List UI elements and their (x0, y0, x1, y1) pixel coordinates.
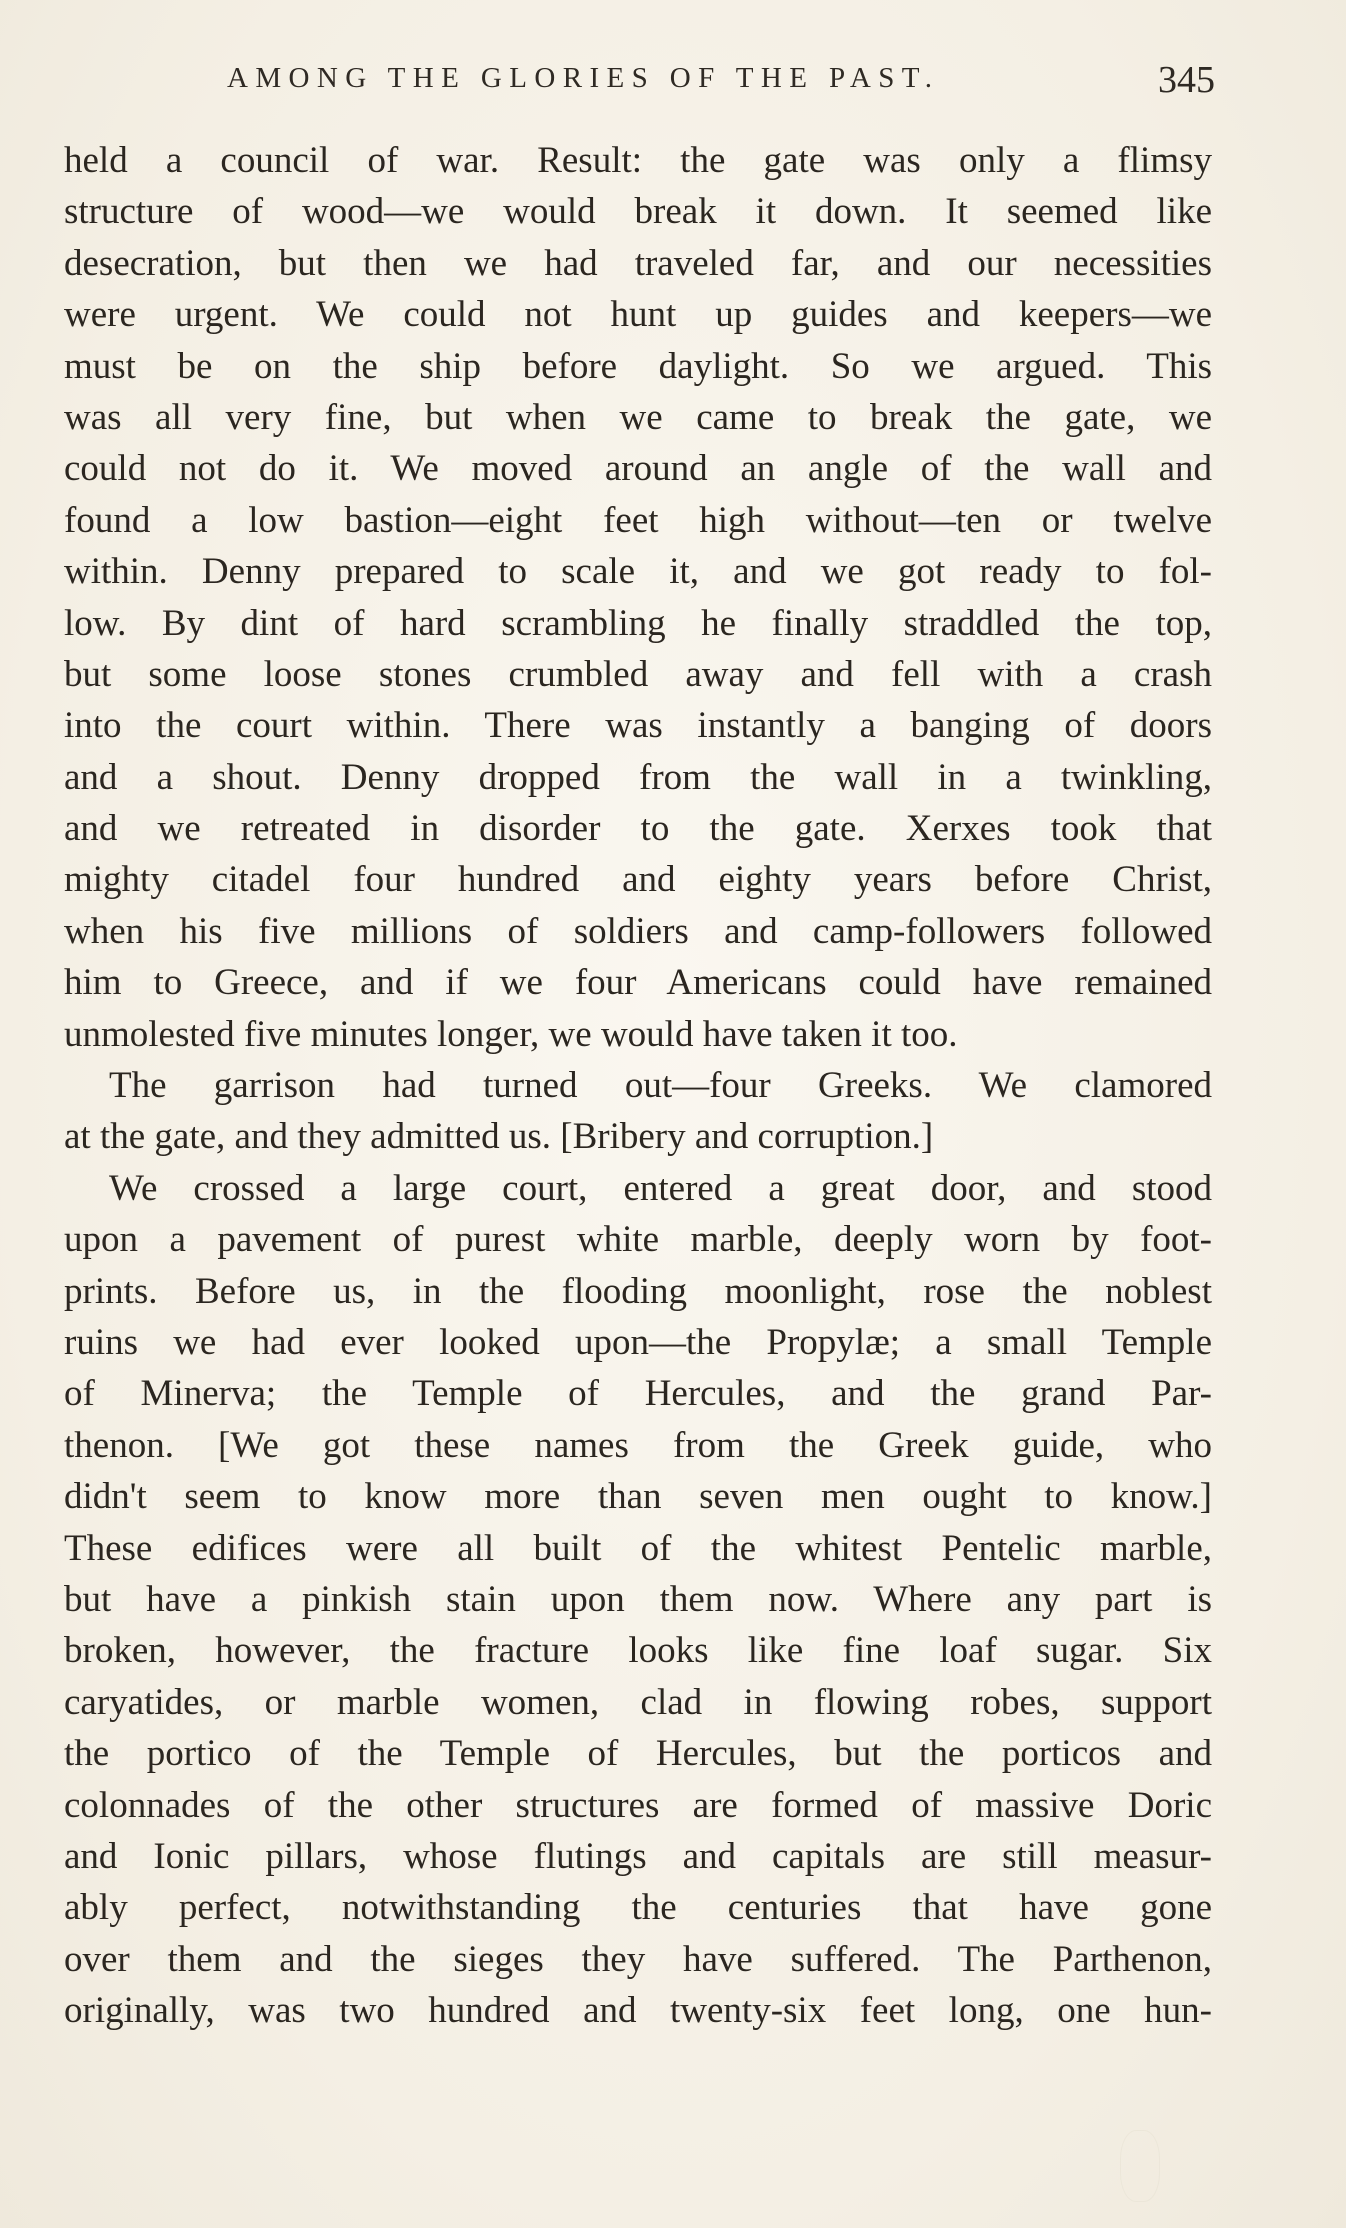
text-line: over them and the sieges they have suffered. The Parthenon, (64, 1938, 1212, 1980)
page-number: 345 (1158, 59, 1215, 101)
text-line: mighty citadel four hundred and eighty years before Christ, (64, 859, 1212, 901)
text-line: at the gate, and they admitted us. [Bribery and corruption.] (64, 1116, 934, 1158)
text-line: We crossed a large court, entered a great door, and stood (109, 1167, 1212, 1209)
text-line: These edifices were all built of the whitest Pentelic marble, (64, 1527, 1212, 1569)
text-line: but some loose stones crumbled away and fell with a crash (64, 653, 1212, 695)
text-line: ruins we had ever looked upon—the Propylæ; a small Temple (64, 1321, 1212, 1363)
paper-smudge (1120, 2130, 1160, 2202)
text-line: were urgent. We could not hunt up guides and keepers—we (64, 294, 1212, 336)
text-line: prints. Before us, in the flooding moonlight, rose the noblest (64, 1270, 1212, 1312)
text-line: low. By dint of hard scrambling he finally straddled the top, (64, 602, 1212, 644)
text-line: when his five millions of soldiers and camp-followers followed (64, 910, 1212, 952)
text-line: didn't seem to know more than seven men ought to know.] (64, 1476, 1212, 1518)
text-line: structure of wood—we would break it down. It seemed like (64, 191, 1212, 233)
running-title: AMONG THE GLORIES OF THE PAST. (227, 62, 940, 94)
text-line: and Ionic pillars, whose flutings and capitals are still measur- (64, 1835, 1212, 1877)
text-line: ably perfect, notwithstanding the centuries that have gone (64, 1887, 1212, 1929)
text-line: of Minerva; the Temple of Hercules, and the grand Par- (64, 1373, 1212, 1415)
text-line: colonnades of the other structures are formed of massive Doric (64, 1784, 1212, 1826)
text-line: and we retreated in disorder to the gate. Xerxes took that (64, 808, 1212, 850)
body-text (64, 135, 1212, 2036)
text-line: but have a pinkish stain upon them now. Where any part is (64, 1578, 1212, 1620)
text-line: upon a pavement of purest white marble, deeply worn by foot- (64, 1219, 1212, 1261)
running-head (227, 58, 1215, 102)
text-line: could not do it. We moved around an angle of the wall and (64, 448, 1212, 490)
text-line: found a low bastion—eight feet high without—ten or twelve (64, 499, 1212, 541)
text-line: thenon. [We got these names from the Greek guide, who (64, 1424, 1212, 1466)
text-line: unmolested five minutes longer, we would have taken it too. (64, 1013, 958, 1055)
text-line: him to Greece, and if we four Americans could have remained (64, 962, 1212, 1004)
text-line: into the court within. There was instantly a banging of doors (64, 705, 1212, 747)
text-line: originally, was two hundred and twenty-six feet long, one hun- (64, 1990, 1212, 2032)
text-line: The garrison had turned out—four Greeks. We clamored (109, 1065, 1212, 1107)
text-line: and a shout. Denny dropped from the wall in a twinkling, (64, 756, 1212, 798)
text-line: was all very fine, but when we came to break the gate, we (64, 396, 1212, 438)
text-line: held a council of war. Result: the gate was only a flimsy (64, 140, 1212, 181)
text-line: broken, however, the fracture looks like fine loaf sugar. Six (64, 1630, 1212, 1672)
text-line: the portico of the Temple of Hercules, but the porticos and (64, 1733, 1212, 1775)
text-line: desecration, but then we had traveled far, and our necessities (64, 242, 1212, 284)
text-line: must be on the ship before daylight. So we argued. This (64, 345, 1212, 387)
text-line: within. Denny prepared to scale it, and we got ready to fol- (64, 551, 1212, 593)
text-line: caryatides, or marble women, clad in flowing robes, support (64, 1681, 1212, 1723)
